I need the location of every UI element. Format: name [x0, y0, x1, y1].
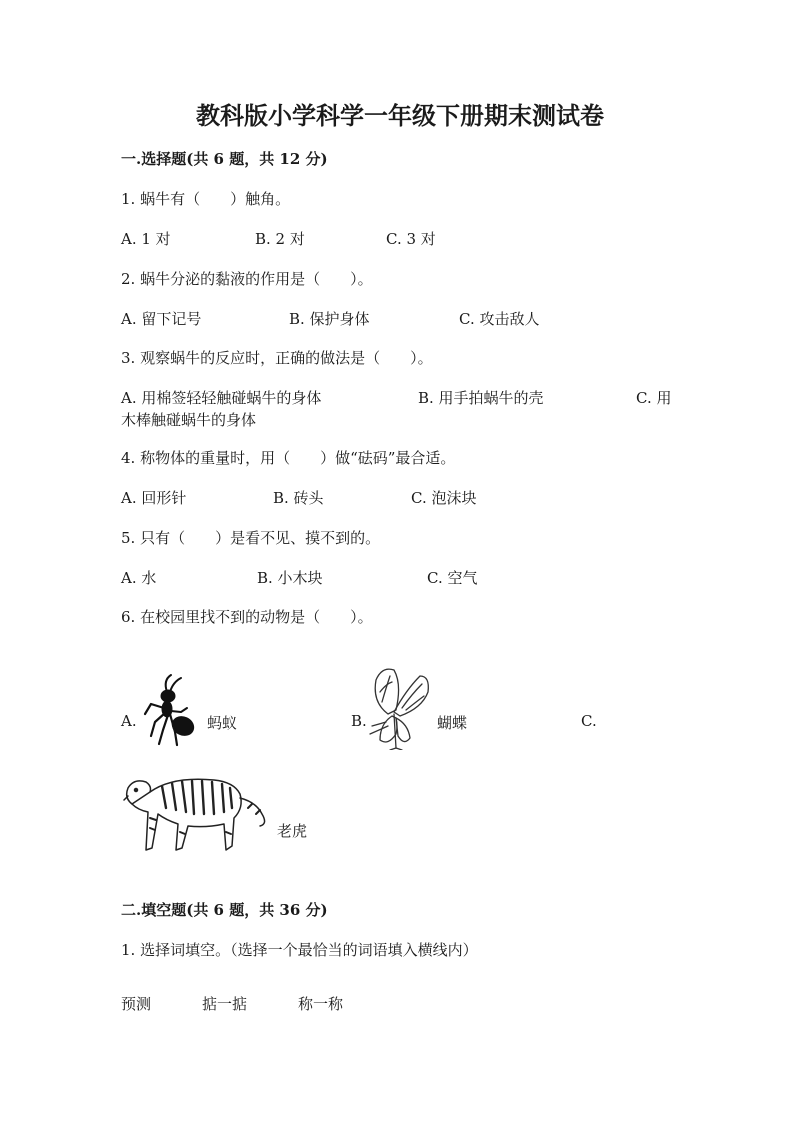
q1-option-a: A. 1 对	[121, 230, 171, 248]
q5-option-a: A. 水	[121, 569, 157, 587]
tiger-icon	[122, 768, 274, 860]
section1-heading: 一.选择题(共 6 题，共 12 分)	[121, 150, 328, 168]
section2-heading: 二.填空题(共 6 题，共 36 分)	[121, 901, 328, 919]
q3-option-c-cont: 木棒触碰蜗牛的身体	[121, 411, 257, 429]
q4-option-b: B. 砖头	[273, 489, 324, 507]
q3-option-b: B. 用手拍蜗牛的壳	[418, 389, 544, 407]
q2-option-b: B. 保护身体	[289, 310, 370, 328]
question-4: 4. 称物体的重量时，用（ ）做“砝码”最合适。	[121, 449, 456, 467]
q3-option-a: A. 用棉签轻轻触碰蜗牛的身体	[121, 389, 322, 407]
question-2: 2. 蜗牛分泌的黏液的作用是（ ）。	[121, 270, 373, 288]
q6-option-c-label: 老虎	[277, 822, 308, 840]
q2-option-a: A. 留下记号	[121, 310, 202, 328]
butterfly-icon	[366, 662, 434, 750]
q6-option-b-letter: B.	[351, 712, 367, 730]
q5-option-b: B. 小木块	[257, 569, 323, 587]
q2-option-c: C. 攻击敌人	[459, 310, 540, 328]
page-title: 教科版小学科学一年级下册期末测试卷	[196, 101, 604, 130]
q6-option-b-label: 蝴蝶	[437, 714, 468, 732]
q4-option-a: A. 回形针	[121, 489, 187, 507]
word-option-3: 称一称	[298, 995, 344, 1013]
ant-icon	[137, 672, 203, 748]
section2-question-1: 1. 选择词填空。（选择一个最恰当的词语填入横线内）	[121, 941, 478, 959]
q4-option-c: C. 泡沫块	[411, 489, 477, 507]
word-option-2: 掂一掂	[202, 995, 248, 1013]
question-6: 6. 在校园里找不到的动物是（ ）。	[121, 608, 373, 626]
question-3: 3. 观察蜗牛的反应时，正确的做法是（ ）。	[121, 349, 433, 367]
q1-option-b: B. 2 对	[255, 230, 305, 248]
question-5: 5. 只有（ ）是看不见、摸不到的。	[121, 529, 381, 547]
q1-option-c: C. 3 对	[386, 230, 436, 248]
q6-option-a-label: 蚂蚁	[207, 714, 238, 732]
q6-option-c-letter: C.	[581, 712, 597, 730]
word-option-1: 预测	[121, 995, 152, 1013]
q5-option-c: C. 空气	[427, 569, 478, 587]
q3-option-c: C. 用	[636, 389, 672, 407]
q6-option-a-letter: A.	[121, 712, 137, 730]
question-1: 1. 蜗牛有（ ）触角。	[121, 190, 291, 208]
